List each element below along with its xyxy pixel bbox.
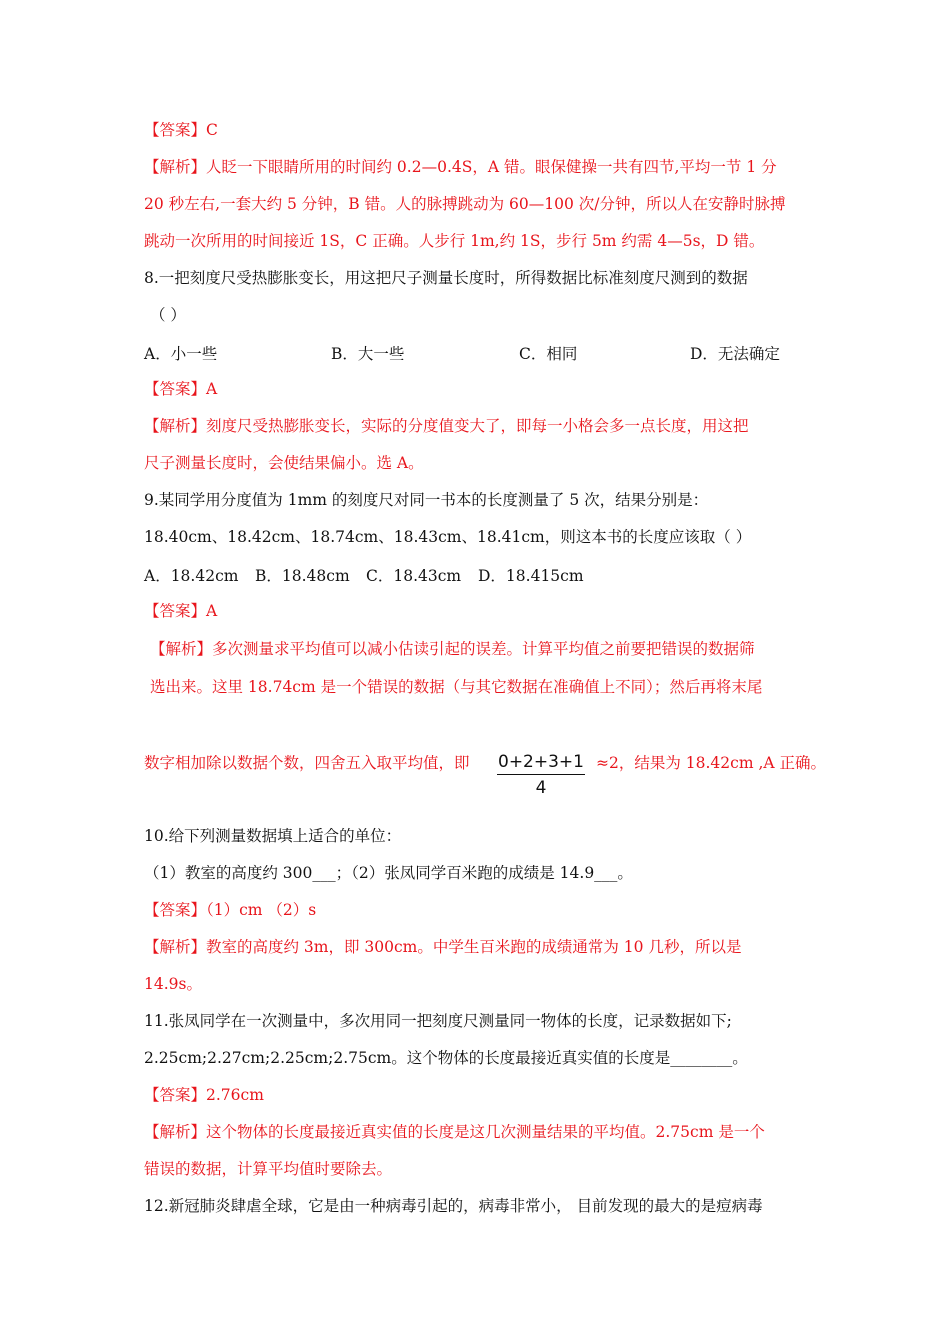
q8-option-a: A．小一些 <box>144 345 218 363</box>
q11-analysis-line-2: 错误的数据，计算平均值时要除去。 <box>144 1160 393 1178</box>
q8-option-b: B．大一些 <box>331 345 405 363</box>
average-fraction <box>497 752 585 798</box>
q8-analysis-line-1: 【解析】刻度尺受热膨胀变长，实际的分度值变大了，即每一小格会多一点长度，用这把 <box>144 417 749 435</box>
q10-sub-questions: （1）教室的高度约 300___；（2）张凤同学百米跑的成绩是 14.9___。 <box>144 864 633 882</box>
q9-option-d: D．18.415cm <box>478 567 584 585</box>
q10-answer: 【答案】（1）cm （2）s <box>144 901 317 919</box>
q8-analysis-line-2: 尺子测量长度时，会使结果偏小。选 A。 <box>144 454 424 472</box>
q9-analysis-line-3: 数字相加除以数据个数，四舍五入取平均值，即 <box>144 754 470 772</box>
q10-analysis-line-2: 14.9s。 <box>144 975 202 993</box>
q12-stem: 12.新冠肺炎肆虐全球，它是由一种病毒引起的，病毒非常小， 目前发现的最大的是痘病毒 <box>144 1197 763 1215</box>
q10-stem: 10.给下列测量数据填上适合的单位： <box>144 827 402 845</box>
q9-analysis-line-1: 【解析】多次测量求平均值可以减小估读引起的误差。计算平均值之前要把错误的数据筛 <box>150 640 755 658</box>
q7-analysis-line-2: 20 秒左右,一套大约 5 分钟，B 错。人的脉搏跳动为 60—100 次/分钟，所以人在安静时脉搏 <box>144 195 786 213</box>
q8-answer: 【答案】A <box>144 380 218 398</box>
q9-stem-line-1: 9.某同学用分度值为 1mm 的刻度尺对同一书本的长度测量了 5 次，结果分别是： <box>144 491 709 509</box>
q7-analysis-line-3: 跳动一次所用的时间接近 1S，C 正确。人步行 1m,约 1S，步行 5m 约需 4—5s，D 错。 <box>144 232 765 250</box>
q8-stem: 8.一把刻度尺受热膨胀变长，用这把尺子测量长度时，所得数据比标准刻度尺测到的数据 <box>144 269 748 287</box>
q9-analysis-result: ≈2，结果为 18.42cm ,A 正确。 <box>596 754 827 772</box>
q9-option-a: A．18.42cm <box>144 567 239 585</box>
q7-analysis-line-1: 【解析】人眨一下眼睛所用的时间约 0.2—0.4S，A 错。眼保健操一共有四节,平均一节 1 分 <box>144 158 777 176</box>
q8-option-d: D．无法确定 <box>690 345 780 363</box>
q10-analysis-line-1: 【解析】教室的高度约 3m，即 300cm。中学生百米跑的成绩通常为 10 几秒，所以是 <box>144 938 742 956</box>
q8-option-c: C．相同 <box>519 345 578 363</box>
q9-stem-line-2: 18.40cm、18.42cm、18.74cm、18.43cm、18.41cm，则这本书的长度应该取（ ） <box>144 528 752 546</box>
q9-answer: 【答案】A <box>144 602 218 620</box>
q11-stem-line-1: 11.张凤同学在一次测量中，多次用同一把刻度尺测量同一物体的长度，记录数据如下; <box>144 1012 732 1030</box>
fraction-denominator: 4 <box>535 778 547 798</box>
q9-analysis-line-2: 选出来。这里 18.74cm 是一个错误的数据（与其它数据在准确值上不同）；然后再将末尾 <box>150 678 763 696</box>
q9-option-b: B．18.48cm <box>255 567 350 585</box>
q11-stem-line-2: 2.25cm;2.27cm;2.25cm;2.75cm。这个物体的长度最接近真实值的长度是________。 <box>144 1049 748 1067</box>
q11-analysis-line-1: 【解析】这个物体的长度最接近真实值的长度是这几次测量结果的平均值。2.75cm 是一个 <box>144 1123 765 1141</box>
q7-answer: 【答案】C <box>144 121 218 139</box>
q8-answer-blank: （ ） <box>150 306 186 324</box>
fraction-numerator: 0+2+3+1 <box>497 752 585 775</box>
q11-answer: 【答案】2.76cm <box>144 1086 264 1104</box>
q9-option-c: C．18.43cm <box>366 567 462 585</box>
